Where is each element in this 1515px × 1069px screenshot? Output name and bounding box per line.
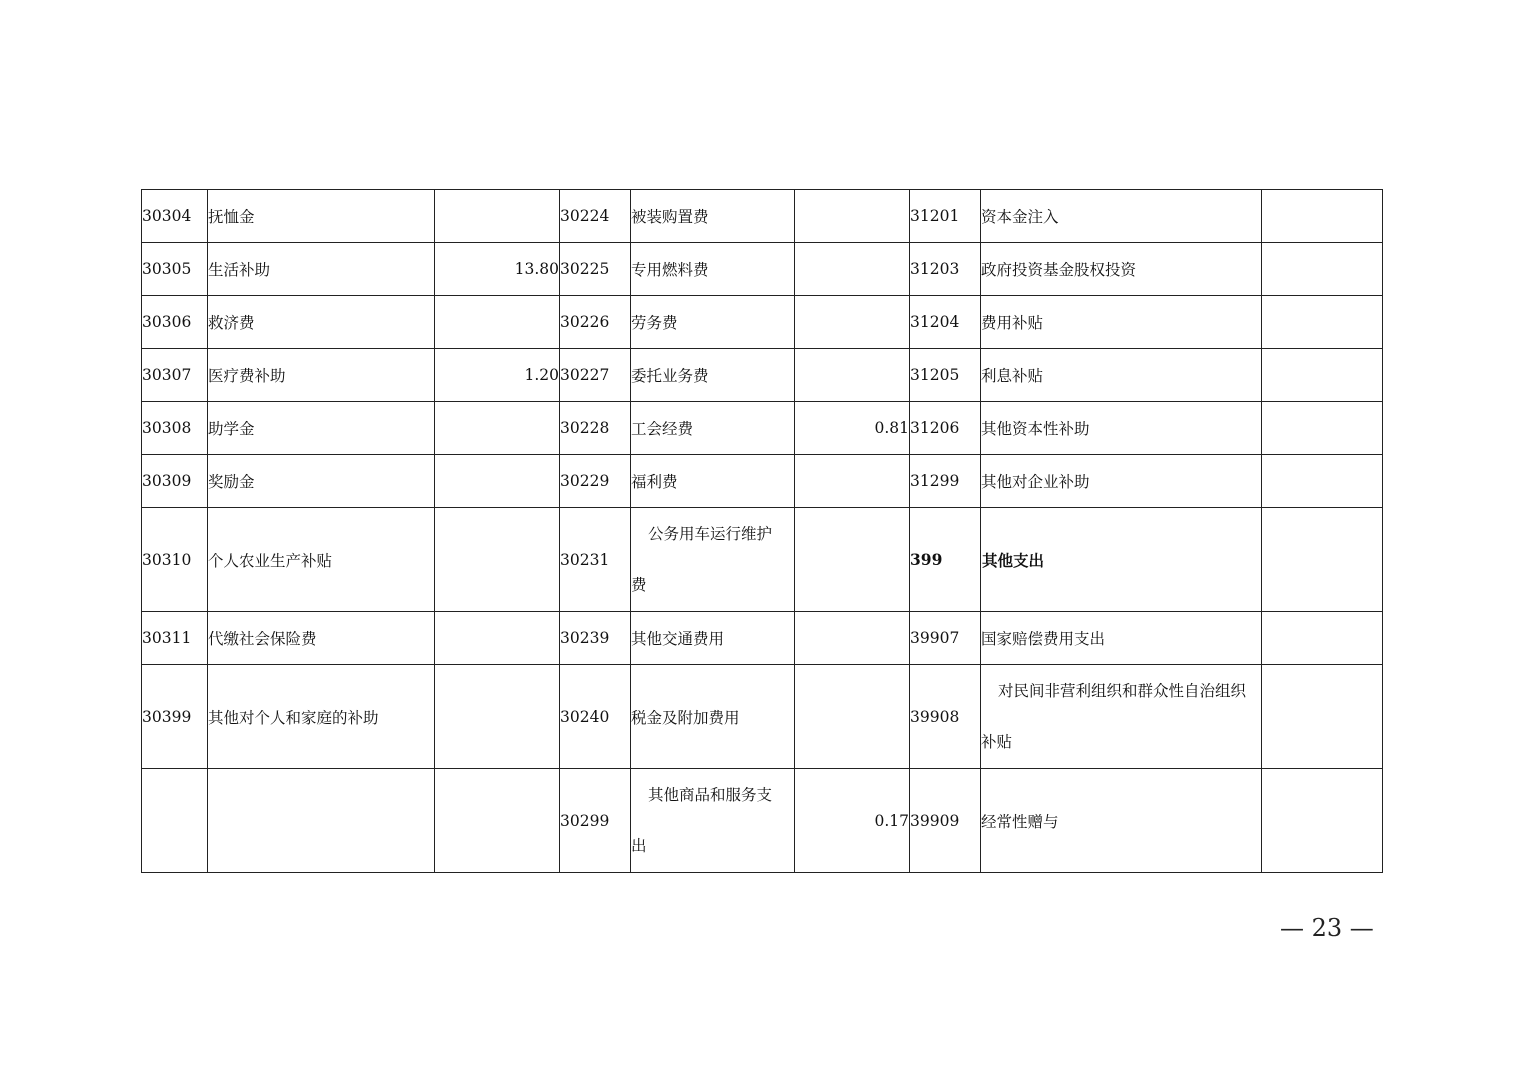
name-cell: 委托业务费 (631, 349, 795, 402)
name-cell (208, 769, 435, 873)
code-cell: 31201 (910, 190, 981, 243)
expenditure-table (141, 189, 1383, 873)
code-cell: 31206 (910, 402, 981, 455)
code-cell (142, 769, 208, 873)
name-cell: 费用补贴 (981, 296, 1262, 349)
amount-cell (435, 508, 560, 612)
code-cell: 30399 (142, 665, 208, 769)
code-cell: 30228 (560, 402, 631, 455)
code-cell: 30309 (142, 455, 208, 508)
amount-cell (795, 296, 910, 349)
code-cell: 31204 (910, 296, 981, 349)
amount-cell (1262, 190, 1383, 243)
name-line-2: 出 (631, 836, 647, 855)
amount-cell (1262, 769, 1383, 873)
name-cell (631, 508, 795, 612)
code-cell: 30311 (142, 612, 208, 665)
name-cell: 税金及附加费用 (631, 665, 795, 769)
code-cell: 30240 (560, 665, 631, 769)
table-row (142, 508, 1383, 612)
name-cell: 经常性赠与 (981, 769, 1262, 873)
table-row (142, 665, 1383, 769)
amount-cell (435, 769, 560, 873)
amount-cell (1262, 296, 1383, 349)
name-line-2: 费 (631, 575, 647, 594)
amount-cell: 13.80 (435, 243, 560, 296)
name-cell (631, 769, 795, 873)
table-row (142, 349, 1383, 402)
name-cell: 其他资本性补助 (981, 402, 1262, 455)
amount-cell (1262, 349, 1383, 402)
name-cell: 国家赔偿费用支出 (981, 612, 1262, 665)
amount-cell (795, 508, 910, 612)
code-cell: 39909 (910, 769, 981, 873)
code-cell: 30307 (142, 349, 208, 402)
name-cell: 其他对个人和家庭的补助 (208, 665, 435, 769)
name-cell: 抚恤金 (208, 190, 435, 243)
code-cell: 30304 (142, 190, 208, 243)
table-row (142, 296, 1383, 349)
code-cell: 30299 (560, 769, 631, 873)
amount-cell (1262, 665, 1383, 769)
amount-cell (1262, 612, 1383, 665)
name-cell: 救济费 (208, 296, 435, 349)
code-cell: 30229 (560, 455, 631, 508)
name-line-2: 补贴 (981, 732, 1013, 751)
name-cell: 被装购置费 (631, 190, 795, 243)
table-row (142, 455, 1383, 508)
code-cell: 30306 (142, 296, 208, 349)
name-cell (981, 665, 1262, 769)
amount-cell (795, 190, 910, 243)
code-cell: 31203 (910, 243, 981, 296)
amount-cell (1262, 508, 1383, 612)
amount-cell (795, 349, 910, 402)
code-cell: 30225 (560, 243, 631, 296)
name-cell: 专用燃料费 (631, 243, 795, 296)
amount-cell: 0.17 (795, 769, 910, 873)
name-cell: 资本金注入 (981, 190, 1262, 243)
name-cell: 生活补助 (208, 243, 435, 296)
amount-cell (795, 665, 910, 769)
amount-cell (1262, 455, 1383, 508)
name-cell: 其他交通费用 (631, 612, 795, 665)
category-code-cell: 399 (910, 508, 981, 612)
code-cell: 30305 (142, 243, 208, 296)
name-cell: 福利费 (631, 455, 795, 508)
table-row (142, 243, 1383, 296)
amount-cell (435, 665, 560, 769)
table-row (142, 402, 1383, 455)
code-cell: 30224 (560, 190, 631, 243)
amount-cell (435, 296, 560, 349)
table-row (142, 612, 1383, 665)
amount-cell (435, 455, 560, 508)
name-cell: 医疗费补助 (208, 349, 435, 402)
amount-cell (435, 612, 560, 665)
code-cell: 30239 (560, 612, 631, 665)
code-cell: 31299 (910, 455, 981, 508)
name-line-1: 其他商品和服务支 (648, 785, 773, 804)
name-cell: 其他对企业补助 (981, 455, 1262, 508)
name-cell: 利息补贴 (981, 349, 1262, 402)
name-cell: 奖励金 (208, 455, 435, 508)
amount-cell (795, 455, 910, 508)
name-cell: 助学金 (208, 402, 435, 455)
amount-cell: 1.20 (435, 349, 560, 402)
code-cell: 31205 (910, 349, 981, 402)
amount-cell (435, 402, 560, 455)
page-number: — 23 — (1280, 914, 1374, 942)
amount-cell: 0.81 (795, 402, 910, 455)
code-cell: 39908 (910, 665, 981, 769)
amount-cell (1262, 243, 1383, 296)
amount-cell (795, 612, 910, 665)
code-cell: 39907 (910, 612, 981, 665)
category-name-cell: 其他支出 (981, 508, 1262, 612)
table-row (142, 769, 1383, 873)
table-row (142, 190, 1383, 243)
name-cell: 工会经费 (631, 402, 795, 455)
name-line-1: 对民间非营利组织和群众性自治组织 (998, 681, 1247, 700)
name-line-1: 公务用车运行维护 (648, 524, 773, 543)
code-cell: 30308 (142, 402, 208, 455)
code-cell: 30227 (560, 349, 631, 402)
name-cell: 个人农业生产补贴 (208, 508, 435, 612)
code-cell: 30231 (560, 508, 631, 612)
name-cell: 代缴社会保险费 (208, 612, 435, 665)
name-cell: 劳务费 (631, 296, 795, 349)
name-cell: 政府投资基金股权投资 (981, 243, 1262, 296)
amount-cell (435, 190, 560, 243)
amount-cell (1262, 402, 1383, 455)
amount-cell (795, 243, 910, 296)
code-cell: 30226 (560, 296, 631, 349)
code-cell: 30310 (142, 508, 208, 612)
